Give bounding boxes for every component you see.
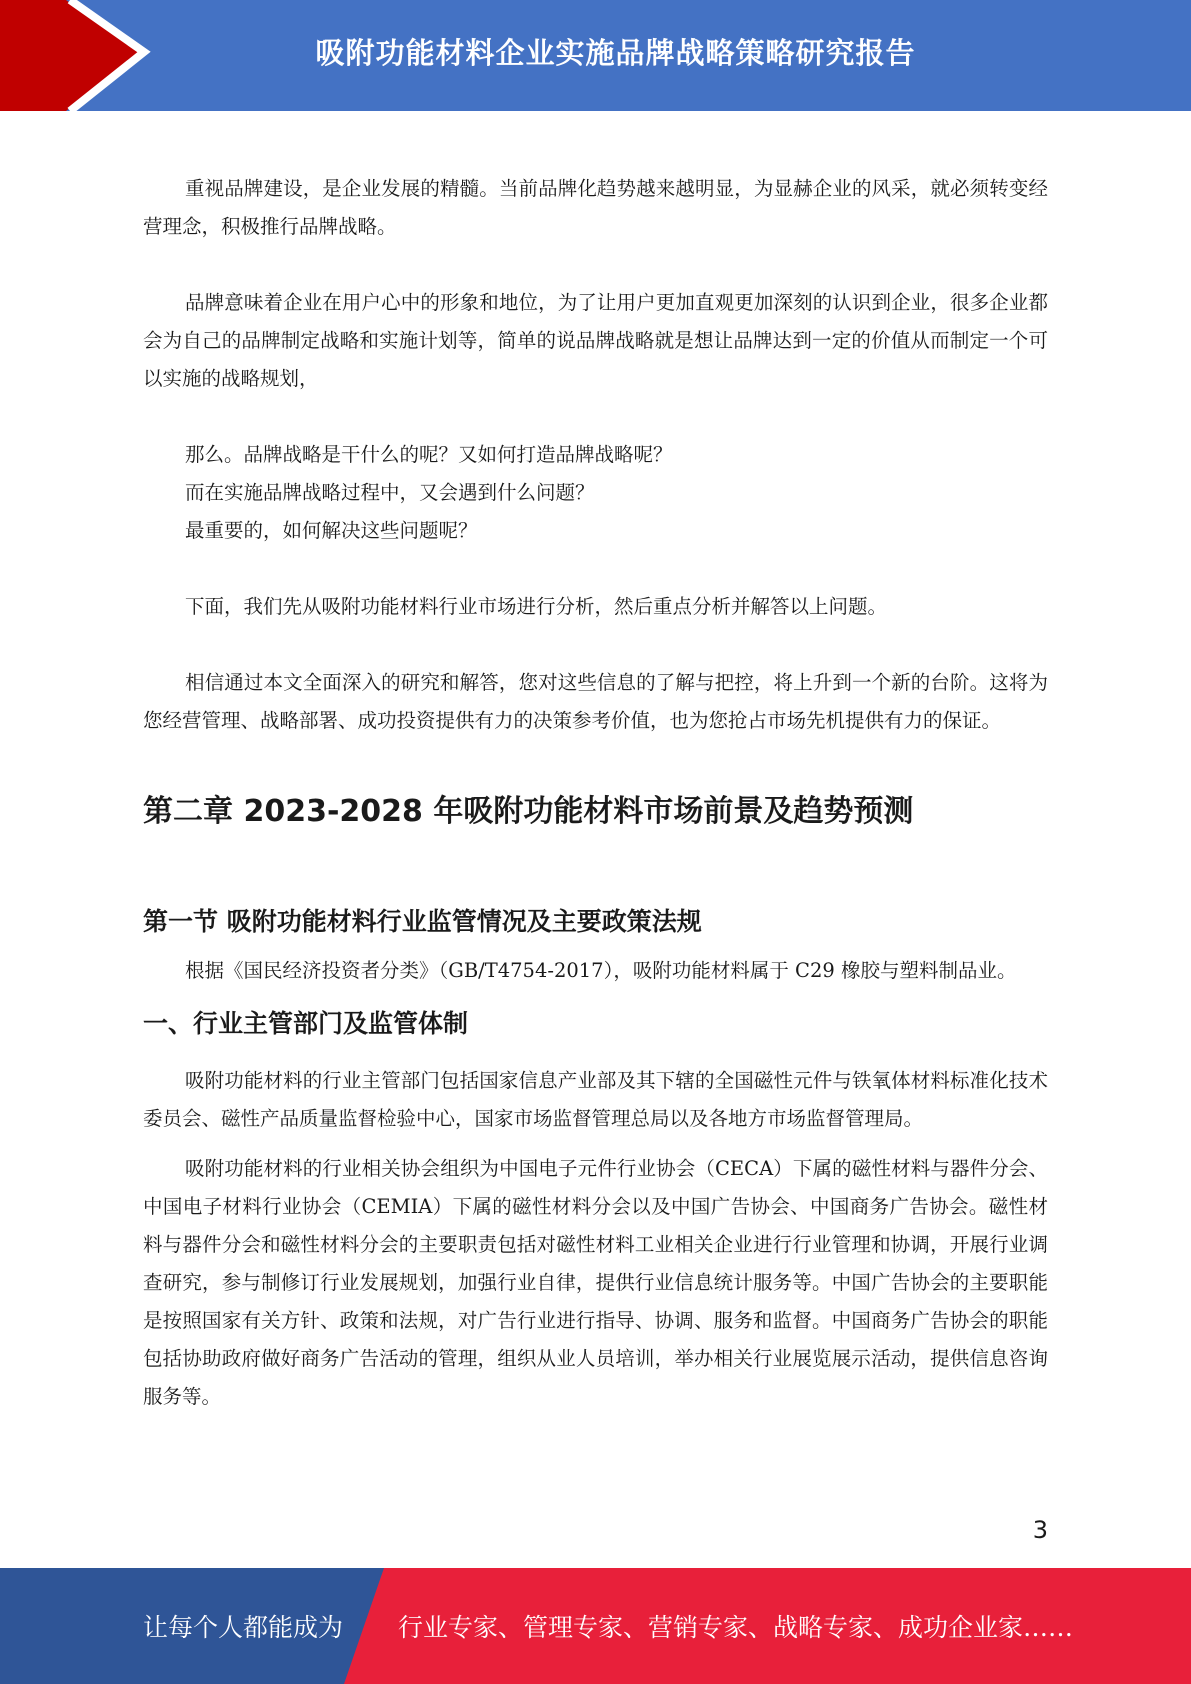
page-number: 3 <box>1032 1516 1048 1544</box>
intro-paragraph-1: 重视品牌建设，是企业发展的精髓。当前品牌化趋势越来越明显，为显赫企业的风采，就必须转变经营理念，积极推行品牌战略。 <box>143 177 1048 238</box>
report-title: 吸附功能材料企业实施品牌战略策略研究报告 <box>315 35 916 70</box>
intro-paragraph-3: 下面，我们先从吸附功能材料行业市场进行分析，然后重点分析并解答以上问题。 <box>185 595 888 618</box>
question-2: 而在实施品牌战略过程中，又会遇到什么问题？ <box>185 481 595 504</box>
section-paragraph-1: 根据《国民经济投资者分类》（GB/T4754-2017），吸附功能材料属于 C29 橡胶与塑料制品业。 <box>185 959 1017 982</box>
page-header <box>0 0 1191 111</box>
intro-paragraph-4: 相信通过本文全面深入的研究和解答，您对这些信息的了解与把控，将上升到一个新的台阶。这将为您经营管理、战略部署、成功投资提供有力的决策参考价值，也为您抢占市场先机提供有力的保证。 <box>143 671 1048 732</box>
question-3: 最重要的，如何解决这些问题呢？ <box>185 519 478 542</box>
section-heading: 第一节 吸附功能材料行业监管情况及主要政策法规 <box>143 907 702 936</box>
question-1: 那么。品牌战略是干什么的呢？又如何打造品牌战略呢？ <box>185 443 673 466</box>
subsection-heading: 一、行业主管部门及监管体制 <box>143 1009 469 1038</box>
footer-slogan-right: 行业专家、管理专家、营销专家、战略专家、成功企业家…… <box>398 1613 1074 1642</box>
chapter-heading: 第二章 2023-2028 年吸附功能材料市场前景及趋势预测 <box>143 794 914 829</box>
page-body <box>143 170 1048 1416</box>
subsection-paragraph-1: 吸附功能材料的行业主管部门包括国家信息产业部及其下辖的全国磁性元件与铁氧体材料标准化技术委员会、磁性产品质量监督检验中心，国家市场监督管理总局以及各地方市场监督管理局。 <box>143 1069 1048 1130</box>
footer-slogan-left: 让每个人都能成为 <box>143 1613 344 1642</box>
page-footer <box>0 1568 1191 1684</box>
subsection-paragraph-2: 吸附功能材料的行业相关协会组织为中国电子元件行业协会（CECA）下属的磁性材料与器件分会、中国电子材料行业协会（CEMIA）下属的磁性材料分会以及中国广告协会、中国商务广告协会。磁性材料与器件分会和磁性材料分会的主要职责包括对磁性材料工业相关企业进行行业管理和协调，开展行业调查研究，参与制修订行业发展规划，加强行业自律，提供行业信息统计服务等。中国广告协会的主要职能是按照国家有关方针、政策和法规，对广告行业进行指导、协调、服务和监督。中国商务广告协会的职能包括协助政府做好商务广告活动的管理，组织从业人员培训，举办相关行业展览展示活动，提供信息咨询服务等。 <box>143 1157 1048 1408</box>
intro-paragraph-2: 品牌意味着企业在用户心中的形象和地位，为了让用户更加直观更加深刻的认识到企业，很多企业都会为自己的品牌制定战略和实施计划等，简单的说品牌战略就是想让品牌达到一定的价值从而制定一个可以实施的战略规划， <box>143 291 1048 390</box>
